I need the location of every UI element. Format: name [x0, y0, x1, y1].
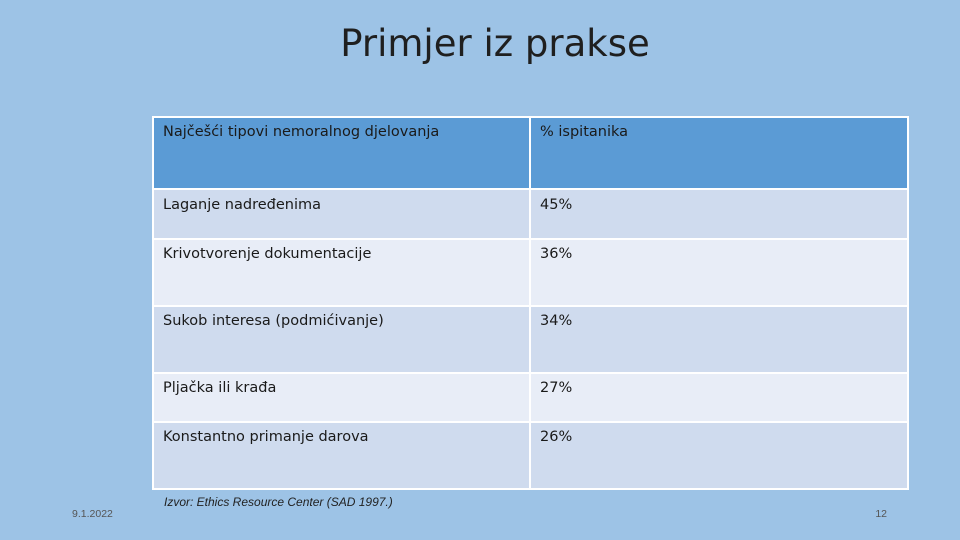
table-header-row	[153, 117, 908, 189]
row-label: Krivotvorenje dokumentacije	[153, 239, 530, 306]
source-citation: Izvor: Ethics Resource Center (SAD 1997.)	[164, 495, 393, 509]
table-row	[153, 422, 908, 489]
table-row	[153, 189, 908, 239]
row-value: 34%	[530, 306, 908, 373]
header-cell-type: Najčešći tipovi nemoralnog djelovanja	[153, 117, 530, 189]
row-value: 27%	[530, 373, 908, 422]
row-value: 26%	[530, 422, 908, 489]
slide-title: Primjer iz prakse	[340, 22, 650, 65]
table-row	[153, 239, 908, 306]
row-label: Konstantno primanje darova	[153, 422, 530, 489]
slide-date: 9.1.2022	[72, 508, 113, 520]
header-cell-percent: % ispitanika	[530, 117, 908, 189]
ethics-table	[152, 116, 909, 490]
slide-page-number: 12	[875, 508, 887, 520]
row-label: Sukob interesa (podmićivanje)	[153, 306, 530, 373]
table-row	[153, 373, 908, 422]
table-row	[153, 306, 908, 373]
row-value: 36%	[530, 239, 908, 306]
row-value: 45%	[530, 189, 908, 239]
row-label: Laganje nadređenima	[153, 189, 530, 239]
row-label: Pljačka ili krađa	[153, 373, 530, 422]
